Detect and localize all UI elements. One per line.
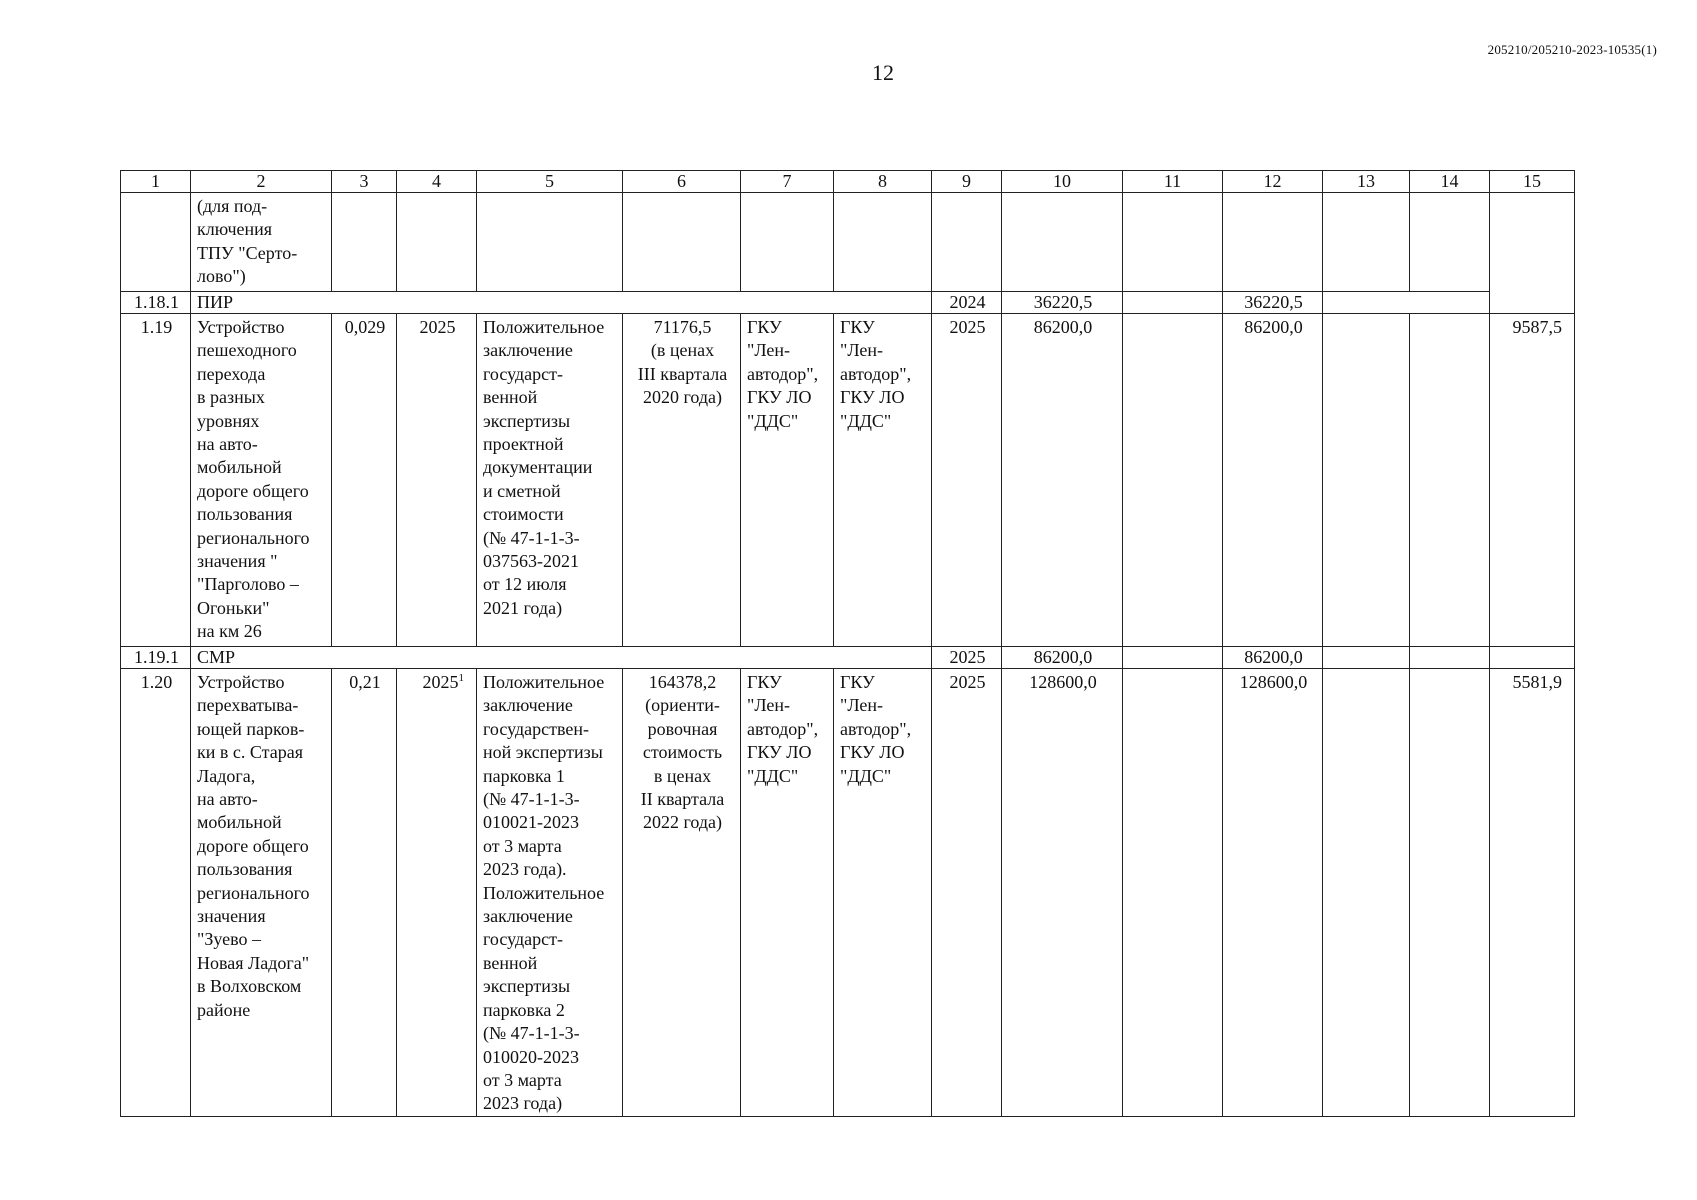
col-header: 13 (1323, 171, 1410, 193)
cell-customer: ГКУ "Лен- автодор", ГКУ ЛО "ДДС" (741, 314, 834, 647)
cell-expertise: Положительное заключение государствен- ной экспертизы парковка 1 (№ 47-1-1-3- 010021-2023 от 3 марта 2023 года). Положительное заключение государст- венной экспертизы парковка 2 (№ 47-1-1-3- 010020-2023 от 3 марта 2023 года) (477, 669, 623, 1117)
cell-estimated-cost: 164378,2 (ориенти- ровочная стоимость в ценах II квартала 2022 года) (623, 669, 741, 1117)
cell-year: 2025 (932, 314, 1002, 647)
cell-capacity: 0,029 (332, 314, 397, 647)
cell-num: 1.19.1 (121, 647, 191, 669)
cell-num: 1.18.1 (121, 292, 191, 314)
cell-empty (1323, 314, 1410, 647)
cell-empty (1123, 647, 1223, 669)
cell-total: 36220,5 (1002, 292, 1123, 314)
col-header: 11 (1123, 171, 1223, 193)
cell-empty (1123, 314, 1223, 647)
col-header: 2 (191, 171, 332, 193)
cell-empty (332, 193, 397, 292)
cell-empty (1410, 314, 1490, 647)
col-header: 15 (1490, 171, 1575, 193)
cell-regional: 86200,0 (1223, 647, 1323, 669)
cell-empty (932, 193, 1002, 292)
col-header: 14 (1410, 171, 1490, 193)
cell-year: 2025 (932, 669, 1002, 1117)
cell-col15: 5581,9 (1490, 669, 1575, 1117)
footnote-marker: 1 (458, 672, 464, 684)
cell-estimated-cost: 71176,5 (в ценах III квартала 2020 года) (623, 314, 741, 647)
cell-object-name: (для под- ключения ТПУ "Серто- лово") (191, 193, 332, 292)
cell-regional: 36220,5 (1223, 292, 1323, 314)
cell-total: 128600,0 (1002, 669, 1123, 1117)
cell-regional: 128600,0 (1223, 669, 1323, 1117)
cell-empty (1223, 193, 1323, 292)
cell-year: 2024 (932, 292, 1002, 314)
cell-empty (1123, 292, 1223, 314)
cell-empty (1490, 647, 1575, 669)
table-row-1-20 (121, 669, 1575, 1117)
table-row-1-19 (121, 314, 1575, 647)
cell-customer: ГКУ "Лен- автодор", ГКУ ЛО "ДДС" (741, 669, 834, 1117)
cell-developer: ГКУ "Лен- автодор", ГКУ ЛО "ДДС" (834, 669, 932, 1117)
document-id: 205210/205210-2023-10535(1) (1487, 42, 1657, 57)
cell-regional: 86200,0 (1223, 314, 1323, 647)
page-number: 12 (872, 60, 894, 85)
cell-empty (1490, 193, 1575, 314)
cell-empty (1323, 647, 1410, 669)
cell-empty (477, 193, 623, 292)
cell-col15: 9587,5 (1490, 314, 1575, 647)
col-header: 1 (121, 171, 191, 193)
cell-stage: ПИР (191, 292, 932, 314)
col-header: 10 (1002, 171, 1123, 193)
col-header: 9 (932, 171, 1002, 193)
column-number-row (121, 171, 1575, 193)
cell-developer: ГКУ "Лен- автодор", ГКУ ЛО "ДДС" (834, 314, 932, 647)
table-row-continuation (121, 193, 1575, 292)
cell-num: 1.20 (121, 669, 191, 1117)
cell-empty (623, 193, 741, 292)
col-header: 5 (477, 171, 623, 193)
cell-empty (741, 193, 834, 292)
col-header: 8 (834, 171, 932, 193)
cell-num (121, 193, 191, 292)
cell-total: 86200,0 (1002, 314, 1123, 647)
cell-num: 1.19 (121, 314, 191, 647)
investment-table (120, 170, 1575, 1117)
cell-object-name: Устройство перехватыва- ющей парков- ки в с. Старая Ладога, на авто- мобильной дороге общего пользования регионального значения "Зуево – Новая Ладога" в Волховском районе (191, 669, 332, 1117)
col-header: 12 (1223, 171, 1323, 193)
cell-empty (1002, 193, 1123, 292)
cell-object-name: Устройство пешеходного перехода в разных уровнях на авто- мобильной дороге общего пользования регионального значения " "Парголово – Огоньки" на км 26 (191, 314, 332, 647)
cell-year: 2025 (932, 647, 1002, 669)
cell-empty (1410, 193, 1490, 292)
cell-total: 86200,0 (1002, 647, 1123, 669)
cell-expertise: Положительное заключение государст- венной экспертизы проектной документации и сметной стоимости (№ 47-1-1-3- 037563-2021 от 12 июля 2021 года) (477, 314, 623, 647)
col-header: 7 (741, 171, 834, 193)
cell-empty (1410, 647, 1490, 669)
col-header: 4 (397, 171, 477, 193)
col-header: 3 (332, 171, 397, 193)
cell-year-commission (397, 669, 477, 1117)
table-row-1-19-1 (121, 647, 1575, 669)
cell-stage: СМР (191, 647, 932, 669)
cell-empty (1323, 292, 1490, 314)
cell-capacity: 0,21 (332, 669, 397, 1117)
cell-empty (1123, 193, 1223, 292)
year-value: 2025 (422, 672, 459, 692)
table-row-1-18-1 (121, 292, 1575, 314)
cell-empty (1123, 669, 1223, 1117)
cell-empty (834, 193, 932, 292)
cell-empty (1410, 669, 1490, 1117)
cell-empty (1323, 193, 1410, 292)
cell-year-commission: 2025 (397, 314, 477, 647)
col-header: 6 (623, 171, 741, 193)
cell-empty (397, 193, 477, 292)
cell-empty (1323, 669, 1410, 1117)
